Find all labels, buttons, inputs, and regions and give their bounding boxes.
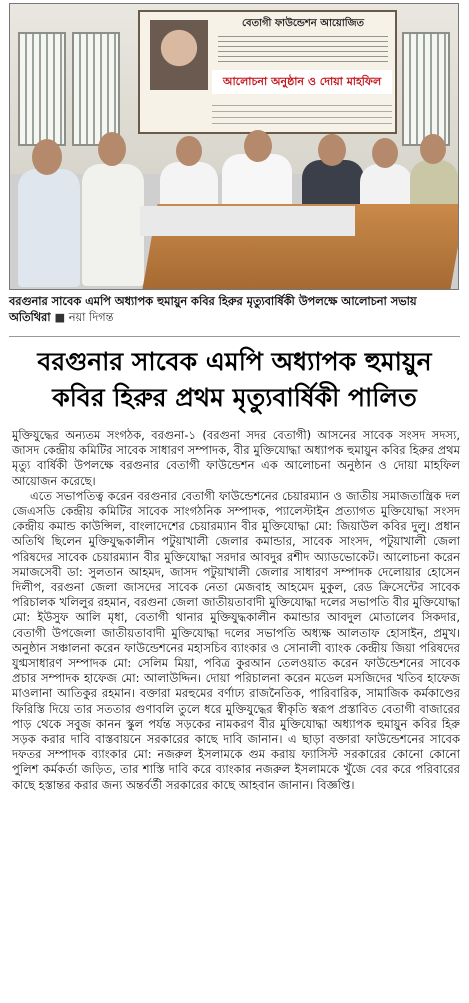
banner-footer-lines <box>212 100 392 124</box>
guest-4-head <box>244 130 272 162</box>
banner-title: বেতাগী ফাউন্ডেশন আয়োজিত <box>241 18 365 29</box>
article-headline: বরগুনার সাবেক এমপি অধ্যাপক হুমায়ুন কবির হিরুর প্রথম মৃত্যুবার্ষিকী পালিত <box>37 347 432 412</box>
article-body <box>12 428 460 793</box>
guest-7 <box>410 160 458 208</box>
guest-5 <box>302 160 364 210</box>
guest-3-head <box>176 136 202 166</box>
guest-6-head <box>372 138 398 168</box>
table-cloth <box>140 206 355 236</box>
banner-portrait <box>150 20 208 90</box>
guest-5-head <box>318 134 346 166</box>
guest-2-head <box>98 132 126 166</box>
banner-main-text: আলোচনা অনুষ্ঠান ও দোয়া মাহফিল <box>212 70 392 94</box>
photo-caption <box>9 294 460 326</box>
guest-1-head <box>32 139 62 175</box>
guest-2 <box>82 164 144 286</box>
photo-window-left <box>18 32 66 146</box>
photo-window-mid <box>72 32 120 146</box>
article-paragraph-1: মুক্তিযুদ্ধের অন্যতম সংগঠক, বরগুনা-১ (বরগুনা সদর বেতাগী) আসনের সাবেক সংসদ সদস্য, জাসদ কেন্দ্রীয় কমিটির সাবেক সাধারণ সম্পাদক, বীর মুক্তিযোদ্ধা অধ্যাপক হুমায়ুন কবির হিরুর প্রথম মৃত্যু বার্ষিকী উপলক্ষে বরগুনার বেতাগী ফাউন্ডেশন এক আলোচনা অনুষ্ঠান ও দোয়া মাহফিল আয়োজন করেছে। <box>12 428 460 488</box>
event-banner <box>138 10 397 134</box>
caption-text: বরগুনার সাবেক এমপি অধ্যাপক হুমায়ুন কবির হিরুর মৃত্যুবার্ষিকী উপলক্ষে আলোচনা সভায় অতিথিরা <box>9 295 417 324</box>
caption-divider <box>9 336 460 337</box>
guest-1 <box>18 169 80 287</box>
guest-7-head <box>420 134 446 164</box>
article-paragraph-2: এতে সভাপতিত্ব করেন বরগুনার বেতাগী ফাউন্ডেশনের চেয়ারম্যান ও জাতীয় সমাজতান্ত্রিক দল জেএসডি কেন্দ্রীয় কমিটির সাবেক সাংগঠনিক সম্পাদক, প্যালেস্টাইন প্রত্যাগত মুক্তিযোদ্ধা সংসদ কেন্দ্রীয় কমান্ড কাউন্সিল, বাংলাদেশের চেয়ারম্যান বীর মুক্তিযোদ্ধা মো: জিয়াউল কবির দুলু। প্রধান অতিথি ছিলেন মুক্তিযুদ্ধকালীন পটুয়াখালী জেলার কমান্ডার, সাবেক সাংসদ, পটুয়াখালী জেলা পরিষদের সাবেক চেয়ারম্যান বীর মুক্তিযোদ্ধা সরদার আবদুর রশীদ অ্যাডভোকেট। আলোচনা করেন সমাজসেবী ডা: সুলতান আহমদ, জাসদ পটুয়াখালী জেলার সাধারণ সম্পাদক দেলোয়ার হোসেন দিলীপ, বরগুনা জেলা জাসদের সাবেক নেতা মেজবাহ আহমেদ মুকুল, রেড ক্রিসেন্টের সাবেক পরিচালক খলিলুর রহমান, বরগুনা জেলা জাতীয়তাবাদী মুক্তিযোদ্ধা দলের সভাপতি বীর মুক্তিযোদ্ধা মো: ইউসুফ আলি মৃধা, বেতাগী থানার মুক্তিযুদ্ধকালীন কমান্ডার আবদুল মোতালেব সিকদার, বেতাগী উপজেলা জাতীয়তাবাদী মুক্তিযোদ্ধা দলের সভাপতি অধ্যক্ষ আলতাফ হোসাইন, প্রমুখ। অনুষ্ঠান সঞ্চালনা করেন ফাউন্ডেশনের মহাসচিব ব্যাংকার ও সোনালী ব্যাংক কেন্দ্রীয় জিয়া পরিষদের যুগ্মসাধারণ সম্পাদক মো: সেলিম মিয়া, পবিত্র কুরআন তেলওয়াত করেন ফাউন্ডেশনের সাবেক প্রচার সম্পাদক হাফেজ মো: আলাউদ্দিন। দোয়া পরিচালনা করেন মডেল মসজিদের খতিব হাফেজ মাওলানা আতিকুর রহমান। বক্তারা মরহুমের বর্ণাঢ্য রাজনৈতিক, পারিবারিক, সামাজিক কর্মকাণ্ডের ফিরিস্তি দিয়ে তার সততার গুণাবলি তুলে ধরে মুক্তিযুদ্ধের স্বীকৃতি স্বরূপ প্রস্তাবিত বেতাগী বাজারের পাড় থেকে সবুজ কানন স্কুল পর্যন্ত সড়কের নামকরণ বীর মুক্তিযোদ্ধা অধ্যাপক হুমায়ুন কবির হিরু সড়ক করার দাবি বাস্তবায়নে সরকারের কাছে দাবি জানান। এ ছাড়া বক্তারা ফাউন্ডেশনের সাবেক দফতর সম্পাদক ব্যাংকার মো: নজরুল ইসলামকে গুম করায় ফ্যাসিস্ট সরকারের কোনো কোনো পুলিশ কর্মকর্তা জড়িত, তার শাস্তি দাবি করে ব্যাংকার নজরুল ইসলামকে খুঁজে বের করে পরিবারের কাছে হস্তান্তর করার জন্য অন্তর্বর্তী সরকারের কাছে আহবান জানান। বিজ্ঞপ্তি। <box>12 488 460 792</box>
caption-source: ■ নয়া দিগন্ত <box>54 311 114 324</box>
news-photo <box>9 3 459 290</box>
banner-text-lines <box>218 32 388 66</box>
guest-6 <box>360 164 412 208</box>
photo-window-right <box>402 32 450 146</box>
